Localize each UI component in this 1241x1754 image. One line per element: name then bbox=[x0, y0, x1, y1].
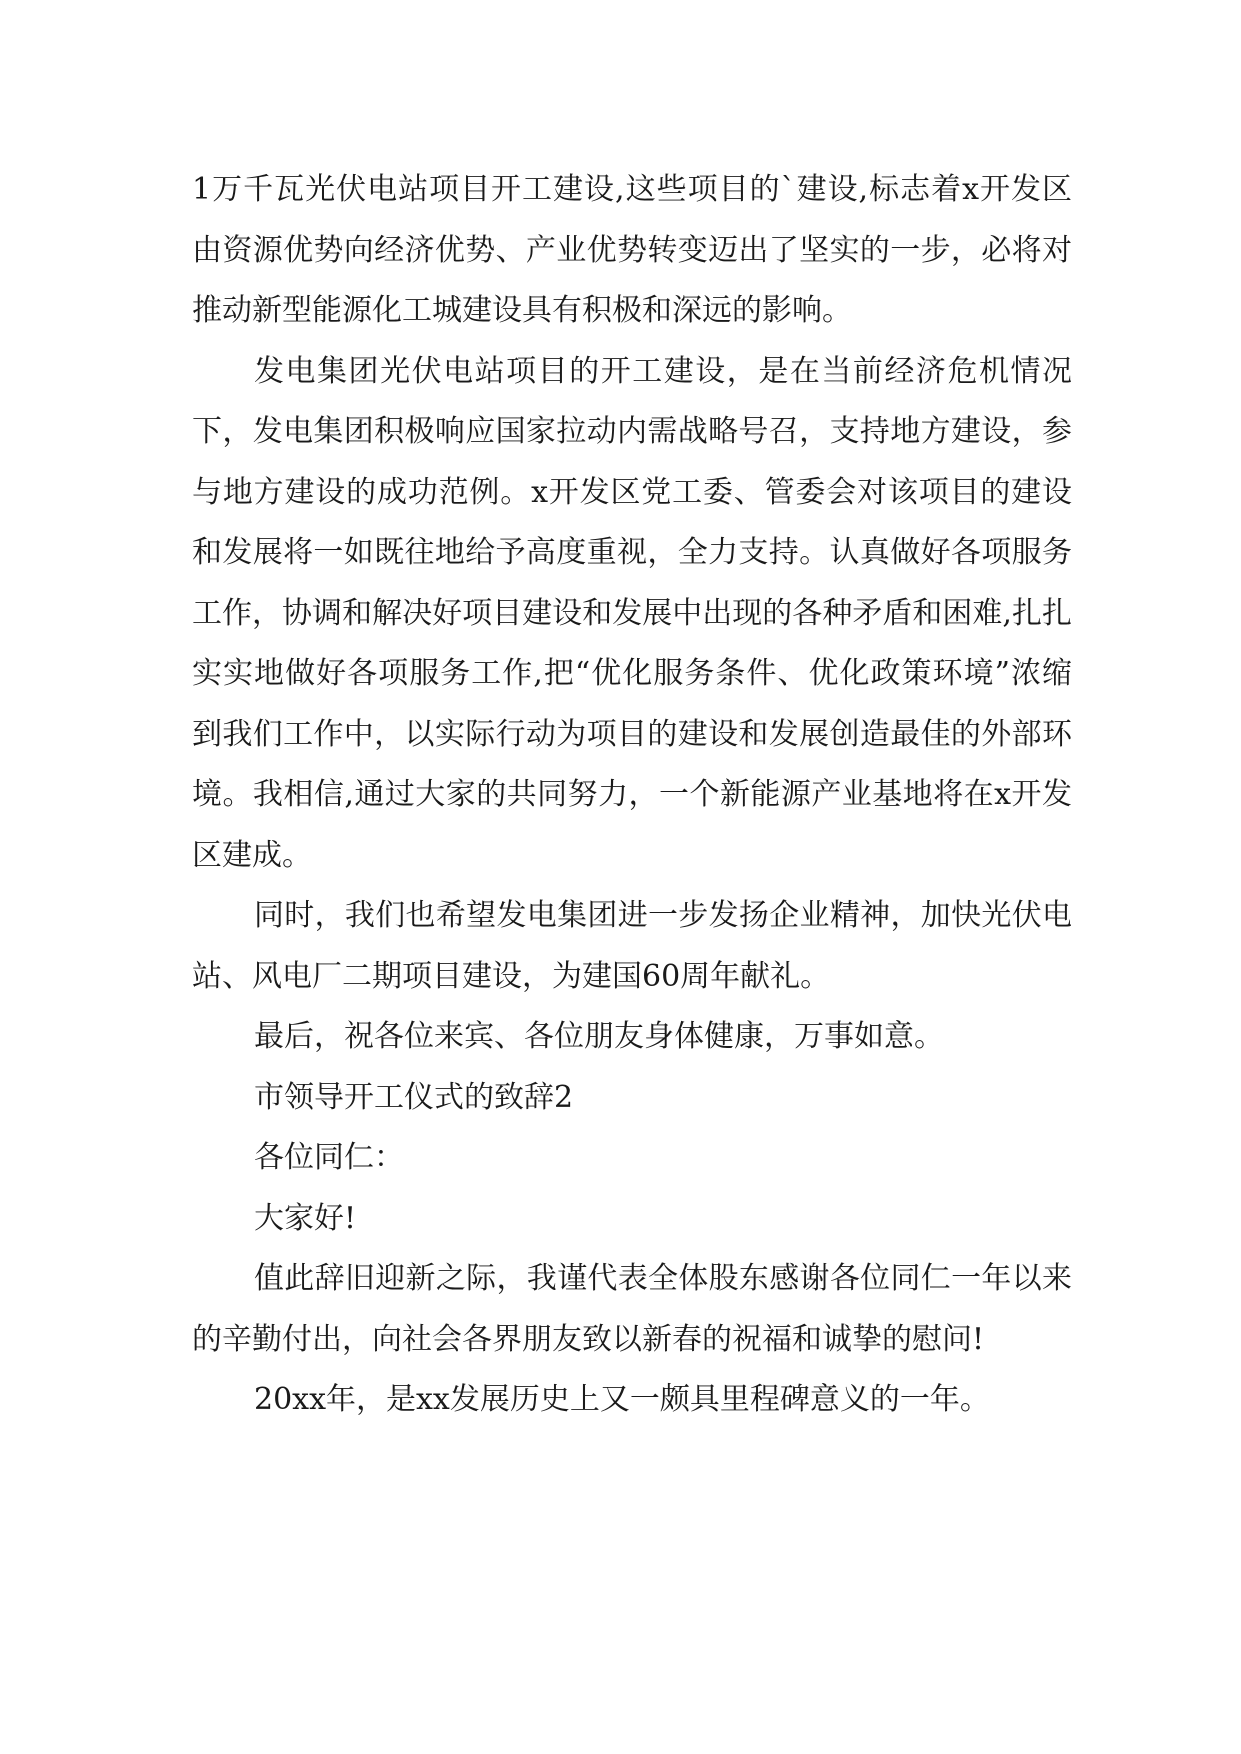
paragraph: 最后，祝各位来宾、各位朋友身体健康，万事如意。 bbox=[254, 1019, 944, 1054]
paragraph: 20xx年，是xx发展历史上又一颇具里程碑意义的一年。 bbox=[254, 1382, 990, 1417]
paragraph: 发电集团光伏电站项目的开工建设，是在当前经济危机情况下，发电集团积极响应国家拉动内需战略号召，支持地方建设，参与地方建设的成功范例。x开发区党工委、管委会对该项目的建设和发展将一如既往地给予高度重视，全力支持。认真做好各项服务工作，协调和解决好项目建设和发展中出现的各种矛盾和困难,扎扎实实地做好各项服务工作,把“优化服务条件、优化政策环境”浓缩到我们工作中，以实际行动为项目的建设和发展创造最佳的外部环境。我相信,通过大家的共同努力，一个新能源产业基地将在x开发区建成。 bbox=[192, 353, 1072, 873]
document-body bbox=[192, 160, 1072, 1431]
salutation: 各位同仁： bbox=[254, 1140, 404, 1175]
section-title: 市领导开工仪式的致辞2 bbox=[254, 1079, 574, 1115]
paragraph-continuation: 1万千瓦光伏电站项目开工建设,这些项目的`建设,标志着x开发区由资源优势向经济优势、产业优势转变迈出了坚实的一步，必将对推动新型能源化工城建设具有积极和深远的影响。 bbox=[192, 172, 1072, 328]
paragraph: 同时，我们也希望发电集团进一步发扬企业精神，加快光伏电站、风电厂二期项目建设，为建国60周年献礼。 bbox=[192, 898, 1072, 994]
paragraph: 值此辞旧迎新之际，我谨代表全体股东感谢各位同仁一年以来的辛勤付出，向社会各界朋友致以新春的祝福和诚挚的慰问! bbox=[192, 1261, 1072, 1357]
greeting: 大家好! bbox=[254, 1200, 357, 1236]
